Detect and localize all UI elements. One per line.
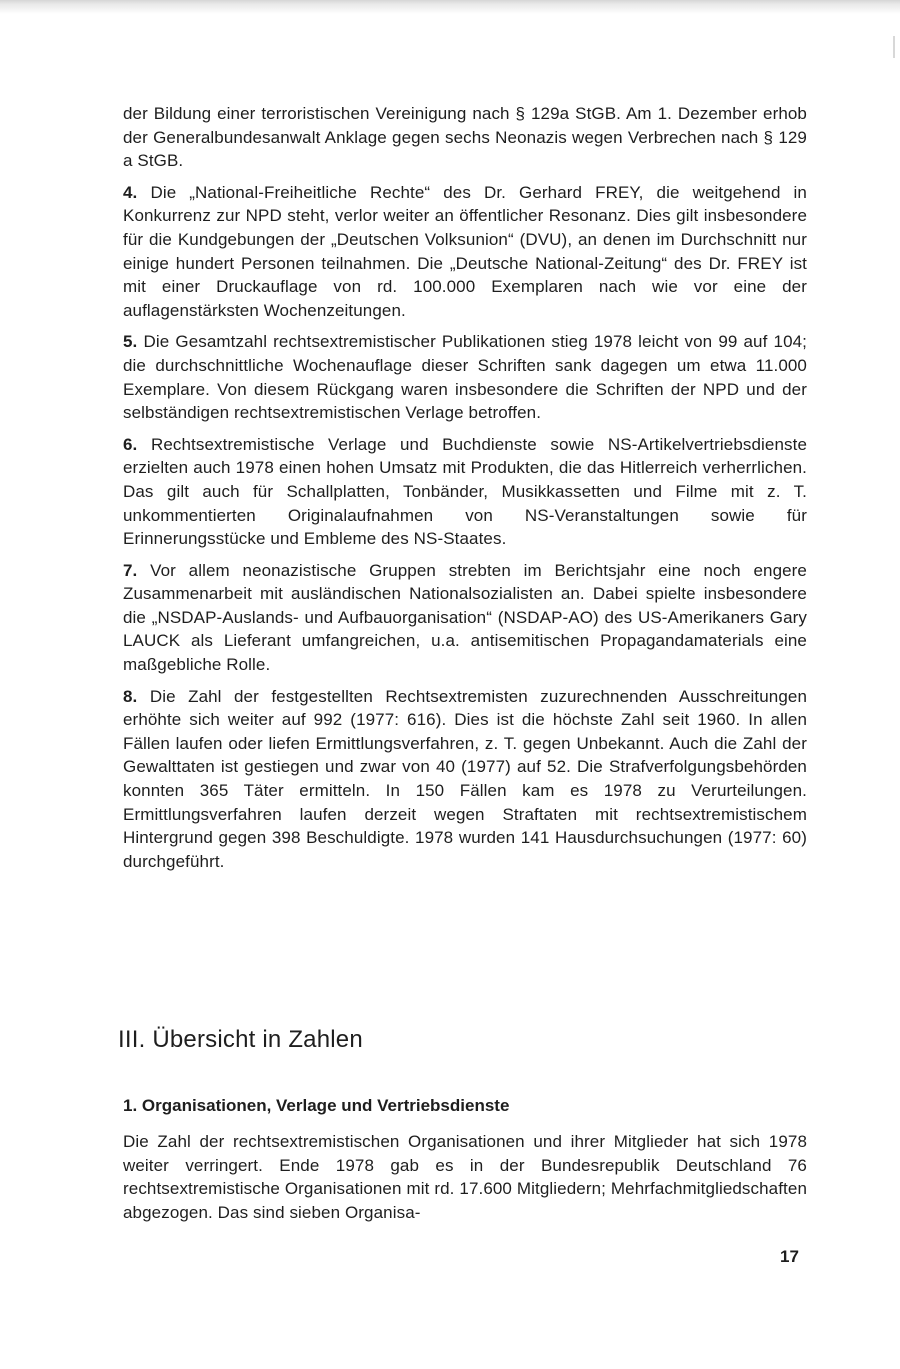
paragraph-text: Vor allem neonazistische Gruppen strebten im Berichtsjahr eine noch engere Zusammenarbeit mit ausländischen Nationalsozialisten an. Dabei spielte insbesondere die „NSDAP-Auslands- und Aufbauorganisation“ (NSDAP-AO) des US-Amerikaners Gary LAUCK als Lieferant umfangreichen, u.a. antisemitischen Propagandamaterials eine maßgebliche Rolle.	[123, 560, 807, 675]
paragraph-text: der Bildung einer terroristischen Vereinigung nach § 129a StGB. Am 1. Dezember erhob der Generalbundesanwalt Anklage gegen sechs Neonazis wegen Verbrechen nach § 129 a StGB.	[123, 104, 807, 171]
paragraph-text: Rechtsextremistische Verlage und Buchdienste sowie NS-Artikelvertriebsdienste erzielten auch 1978 einen hohen Umsatz mit Produkten, die das Hitlerreich verherrlichen. Das gilt auch für Schallplatten, Tonbänder, Musikkassetten und Filme mit z. T. unkommentierten Originalaufnahmen von NS-Veranstaltungen sowie für Erinnerungsstücke und Embleme des NS-Staates.	[123, 434, 808, 549]
paragraph-text: Die Gesamtzahl rechtsextremistischer Publikationen stieg 1978 leicht von 99 auf 104; die durchschnittliche Wochenauflage dieser Schriften sank dagegen um etwa 11.000 Exemplare. Von diesem Rückgang waren insbesondere die Schriften der NPD und der selbständigen rechtsextremistischen Verlage betroffen.	[123, 332, 808, 423]
paragraph-number: 6.	[123, 434, 138, 454]
paragraph-number: 5.	[123, 332, 138, 352]
paragraph-text: Die Zahl der festgestellten Rechtsextremisten zuzurechnenden Ausschreitungen erhöhte sich weiter auf 992 (1977: 616). Dies ist die höchste Zahl seit 1960. In allen Fällen laufen oder liefen Ermittlungsverfahren, z. T. gegen Unbekannt. Auch die Zahl der Gewalttaten ist gestiegen und zwar von 40 (1977) auf 52. Die Strafverfolgungsbehörden konnten 365 Täter ermitteln. In 150 Fällen kam es 1978 zu Verurteilungen. Ermittlungsverfahren laufen derzeit wegen Straftaten mit rechtsextremistischem Hintergrund gegen 398 Beschuldigte. 1978 wurden 141 Hausdurchsuchungen (1977: 60) durchgeführt.	[123, 686, 807, 871]
paragraph-number: 7.	[123, 560, 138, 580]
body-text-column	[123, 102, 807, 881]
section-intro-paragraph: Die Zahl der rechtsextremistischen Organisationen und ihrer Mitglieder hat sich 1978 weiter verringert. Ende 1978 gab es in der Bundesrepublik Deutschland 76 rechtsextremistische Organisationen mit rd. 17.600 Mitgliedern; Mehrfachmitgliedschaften abgezogen. Das sind sieben Organisa-	[123, 1132, 807, 1222]
subsection-heading: 1. Organisationen, Verlage und Vertriebsdienste	[123, 1096, 510, 1115]
paragraph-item-7	[123, 559, 807, 677]
paragraph-number: 8.	[123, 686, 138, 706]
paragraph-item-5	[123, 330, 807, 424]
paragraph-number: 4.	[123, 182, 138, 202]
paragraph-item-8	[123, 685, 807, 874]
scan-edge-shadow	[0, 0, 900, 14]
scan-artifact-mark	[893, 36, 895, 58]
section-title: III. Übersicht in Zahlen	[118, 1026, 363, 1053]
paragraph-item-6	[123, 433, 807, 551]
paragraph-continuation	[123, 102, 807, 173]
page-number: 17	[780, 1247, 799, 1266]
paragraph-item-4	[123, 181, 807, 323]
paragraph-text: Die „National-Freiheitliche Rechte“ des Dr. Gerhard FREY, die weitgehend in Konkurrenz zur NPD steht, verlor weiter an öffentlicher Resonanz. Dies gilt insbesondere für die Kundgebungen der „Deutschen Volksunion“ (DVU), an denen im Durchschnitt nur einige hundert Personen teilnahmen. Die „Deutsche National-Zeitung“ des Dr. FREY ist mit einer Druckauflage von rd. 100.000 Exemplaren nach wie vor eine der auflagenstärksten Wochenzeitungen.	[123, 182, 807, 320]
